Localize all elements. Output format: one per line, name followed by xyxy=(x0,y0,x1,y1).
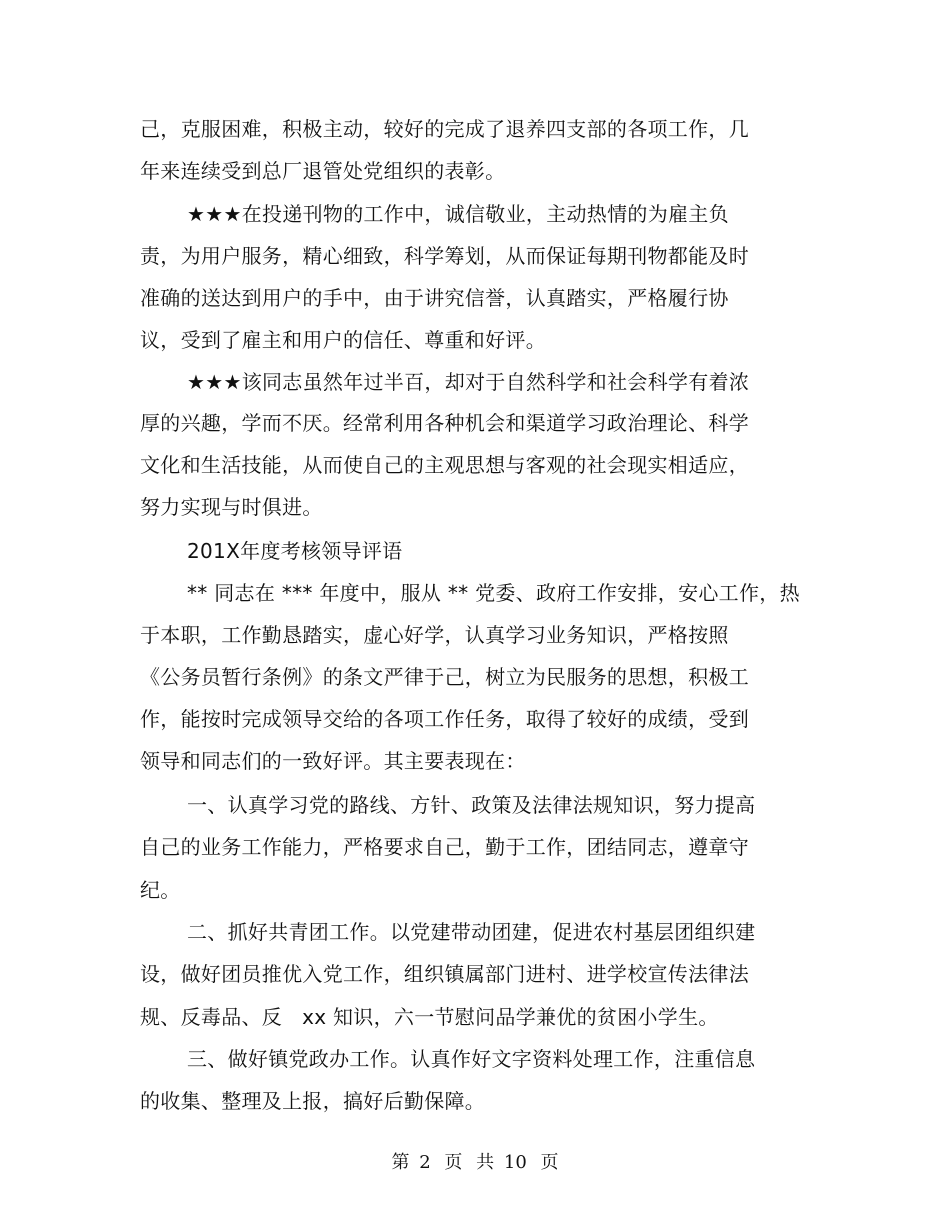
text-line: 厚的兴趣，学而不厌。经常利用各种机会和渠道学习政治理论、科学 xyxy=(140,411,749,435)
text-line: ★★★在投递刊物的工作中，诚信敬业，主动热情的为雇主负 xyxy=(187,202,729,226)
text-line: 一、认真学习党的路线、方针、政策及法律法规知识，努力提高 xyxy=(187,793,756,817)
footer-prefix: 第 xyxy=(391,1152,410,1173)
text-line: 领导和同志们的一致好评。其主要表现在： xyxy=(140,749,526,773)
text-line: 自己的业务工作能力，严格要求自己，勤于工作，团结同志，遵章守 xyxy=(140,835,749,859)
text-line: 三、做好镇党政办工作。认真作好文字资料处理工作，注重信息 xyxy=(187,1047,756,1071)
section-heading: 201X年度考核领导评语 xyxy=(187,539,403,563)
text-line: 准确的送达到用户的手中，由于讲究信誉，认真踏实，严格履行协 xyxy=(140,286,729,310)
text-line: 规、反毒品、反 xx 知识，六一节慰问品学兼优的贫困小学生。 xyxy=(140,1005,719,1029)
text-line: 责，为用户服务，精心细致，科学筹划，从而保证每期刊物都能及时 xyxy=(140,244,749,268)
text-line: 文化和生活技能，从而使自己的主观思想与客观的社会现实相适应， xyxy=(140,453,749,477)
footer-current-page: 2 xyxy=(419,1152,431,1173)
text-line: 纪。 xyxy=(140,878,181,902)
text-line: 二、抓好共青团工作。以党建带动团建，促进农村基层团组织建 xyxy=(187,920,756,944)
text-line: 作，能按时完成领导交给的各项工作任务，取得了较好的成绩，受到 xyxy=(140,707,749,731)
text-line: 议，受到了雇主和用户的信任、尊重和好评。 xyxy=(140,328,546,352)
text-line: 《公务员暂行条例》的条文严律于己，树立为民服务的思想，积极工 xyxy=(140,665,749,689)
footer-page-word: 页 xyxy=(444,1152,463,1173)
text-line: 设，做好团员推优入党工作，组织镇属部门进村、进学校宣传法律法 xyxy=(140,962,749,986)
text-line: 的收集、整理及上报，搞好后勤保障。 xyxy=(140,1089,486,1113)
text-line: 己，克服困难，积极主动，较好的完成了退养四支部的各项工作，几 xyxy=(140,117,749,141)
text-line: 年来连续受到总厂退管处党组织的表彰。 xyxy=(140,159,506,183)
text-line: 努力实现与时俱进。 xyxy=(140,495,323,519)
text-line: ★★★该同志虽然年过半百，却对于自然科学和社会科学有着浓 xyxy=(187,370,750,394)
footer-suffix: 页 xyxy=(540,1152,559,1173)
page-footer xyxy=(0,1151,950,1175)
footer-total-prefix: 共 xyxy=(476,1152,495,1173)
text-line: ** 同志在 *** 年度中，服从 ** 党委、政府工作安排，安心工作，热 xyxy=(187,581,800,605)
footer-total-pages: 10 xyxy=(503,1152,527,1173)
text-line: 于本职，工作勤恳踏实，虚心好学，认真学习业务知识，严格按照 xyxy=(140,623,729,647)
